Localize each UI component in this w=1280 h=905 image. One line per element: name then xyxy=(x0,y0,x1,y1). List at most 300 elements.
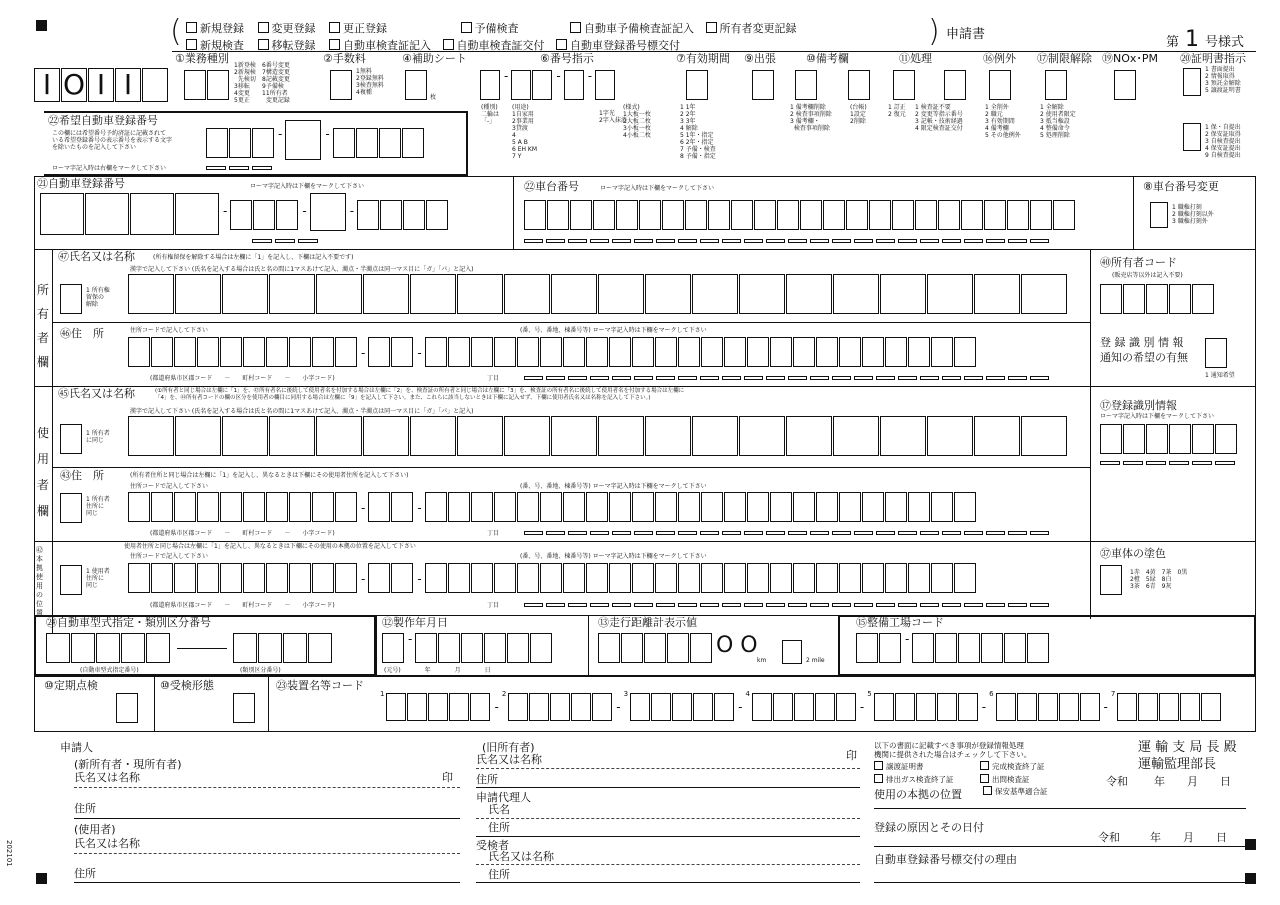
sochi-code-box[interactable] xyxy=(407,693,427,721)
shomei-box2[interactable] xyxy=(1183,123,1202,151)
name-char-box[interactable] xyxy=(692,416,738,456)
sochi-code-box[interactable] xyxy=(630,693,650,721)
roma-mark[interactable] xyxy=(964,603,983,607)
addr-number-box[interactable] xyxy=(632,492,654,522)
addr-number-box[interactable] xyxy=(885,337,907,367)
roma-mark[interactable] xyxy=(964,239,983,243)
user-name-boxes[interactable] xyxy=(128,416,1068,456)
tesuryo-box[interactable] xyxy=(330,70,353,100)
roma-mark[interactable] xyxy=(568,376,587,380)
sochi-code-box[interactable] xyxy=(1017,693,1037,721)
kibo-boxes[interactable]: - - xyxy=(206,128,425,160)
addr-code-box[interactable] xyxy=(220,337,242,367)
addr-number-box[interactable] xyxy=(494,337,516,367)
name-char-box[interactable] xyxy=(410,274,456,314)
roma-mark[interactable] xyxy=(678,531,697,535)
roma-mark[interactable] xyxy=(568,239,587,243)
sochi-code-box[interactable] xyxy=(651,693,671,721)
name-char-box[interactable] xyxy=(833,416,879,456)
roma-mark[interactable] xyxy=(898,603,917,607)
addr-number-box[interactable] xyxy=(908,492,930,522)
addr-number-box[interactable] xyxy=(425,492,447,522)
roma-mark[interactable] xyxy=(1008,603,1027,607)
seisaku-boxes[interactable]: - xyxy=(382,633,553,663)
addr-number-box[interactable] xyxy=(793,492,815,522)
name-char-box[interactable] xyxy=(645,416,691,456)
addr-code-box[interactable] xyxy=(312,492,334,522)
shadai-henko-box[interactable] xyxy=(1150,202,1169,228)
roma-mark[interactable] xyxy=(700,376,719,380)
roma-mark[interactable] xyxy=(920,531,939,535)
roma-mark[interactable] xyxy=(744,603,763,607)
addr-code-box[interactable] xyxy=(197,492,219,522)
addr-number-box[interactable] xyxy=(793,563,815,593)
addr-number-box[interactable] xyxy=(540,492,562,522)
sochi-code-box[interactable] xyxy=(1201,693,1221,721)
roma-mark[interactable] xyxy=(876,376,895,380)
addr-number-box[interactable] xyxy=(586,337,608,367)
addr-number-box[interactable] xyxy=(839,563,861,593)
addr-number-box[interactable] xyxy=(678,492,700,522)
yuko-box[interactable] xyxy=(686,70,709,100)
roma-mark[interactable] xyxy=(656,376,675,380)
sochi-code-box[interactable] xyxy=(592,693,612,721)
addr-code-box[interactable] xyxy=(243,337,265,367)
check-hoan[interactable]: 保安基準適合証 xyxy=(983,786,1048,797)
addr-number-box[interactable] xyxy=(747,337,769,367)
addr-number-box[interactable] xyxy=(908,563,930,593)
addr-number-box[interactable] xyxy=(747,492,769,522)
nox-box[interactable] xyxy=(1114,70,1137,100)
roma-mark[interactable] xyxy=(722,603,741,607)
addr-number-box[interactable] xyxy=(448,563,470,593)
roma-mark[interactable] xyxy=(590,531,609,535)
roma-mark[interactable] xyxy=(590,376,609,380)
addr-number-box[interactable] xyxy=(954,492,976,522)
name-char-box[interactable] xyxy=(457,274,503,314)
honkyo-addr-marks[interactable] xyxy=(524,603,1052,607)
sochi-code-box[interactable] xyxy=(470,693,490,721)
sochi-code-box[interactable] xyxy=(1080,693,1100,721)
option-kensasho-kofu[interactable]: 自動車検査証交付 xyxy=(443,39,545,52)
addr-number-box[interactable] xyxy=(862,492,884,522)
addr-number-box[interactable] xyxy=(448,492,470,522)
roma-mark[interactable] xyxy=(546,376,565,380)
kibo-roma-marks[interactable] xyxy=(206,166,275,170)
shadai-char-box[interactable] xyxy=(708,200,730,230)
shadai-char-box[interactable] xyxy=(777,200,799,230)
addr-number-box[interactable] xyxy=(931,563,953,593)
roma-mark[interactable] xyxy=(656,603,675,607)
sochi-code-box[interactable] xyxy=(508,693,528,721)
addr-number-box[interactable] xyxy=(563,337,585,367)
sochi-code-box[interactable] xyxy=(874,693,894,721)
name-char-box[interactable] xyxy=(363,274,409,314)
roma-mark[interactable] xyxy=(1030,531,1049,535)
name-char-box[interactable] xyxy=(880,416,926,456)
roma-mark[interactable] xyxy=(810,376,829,380)
roma-mark[interactable] xyxy=(898,376,917,380)
name-char-box[interactable] xyxy=(222,274,268,314)
addr-number-box[interactable] xyxy=(770,563,792,593)
addr-number-box[interactable] xyxy=(471,563,493,593)
addr-code-box[interactable] xyxy=(174,492,196,522)
sochi-code-box[interactable] xyxy=(1038,693,1058,721)
roma-mark[interactable] xyxy=(942,239,961,243)
roma-mark[interactable] xyxy=(524,376,543,380)
addr-code-box[interactable] xyxy=(289,492,311,522)
addr-number-box[interactable] xyxy=(425,563,447,593)
shadai-char-box[interactable] xyxy=(892,200,914,230)
roma-mark[interactable] xyxy=(986,603,1005,607)
shadai-char-box[interactable] xyxy=(524,200,546,230)
roma-mark[interactable] xyxy=(920,239,939,243)
shadai-char-box[interactable] xyxy=(915,200,937,230)
roma-mark[interactable] xyxy=(568,531,587,535)
addr-number-box[interactable] xyxy=(701,492,723,522)
sochi-code-box[interactable] xyxy=(672,693,692,721)
addr-code-box[interactable] xyxy=(220,563,242,593)
roma-mark[interactable] xyxy=(832,531,851,535)
shadai-char-box[interactable] xyxy=(547,200,569,230)
jyuken-box[interactable] xyxy=(233,693,256,723)
addr-number-box[interactable] xyxy=(701,563,723,593)
shomei-box1[interactable] xyxy=(1183,68,1202,96)
bango-boxes[interactable]: - - - xyxy=(480,70,616,100)
addr-code-box[interactable] xyxy=(368,492,390,522)
addr-number-box[interactable] xyxy=(540,563,562,593)
addr-code-box[interactable] xyxy=(312,337,334,367)
addr-code-box[interactable] xyxy=(197,337,219,367)
name-char-box[interactable] xyxy=(551,416,597,456)
sochi-code-box[interactable] xyxy=(773,693,793,721)
addr-code-box[interactable] xyxy=(368,337,390,367)
user-addr-marks[interactable] xyxy=(524,531,1052,535)
option-yobi-kensa[interactable]: 予備検査 xyxy=(461,22,519,35)
addr-code-box[interactable] xyxy=(289,337,311,367)
name-char-box[interactable] xyxy=(551,274,597,314)
addr-number-box[interactable] xyxy=(425,337,447,367)
roma-mark[interactable] xyxy=(722,531,741,535)
name-char-box[interactable] xyxy=(974,416,1020,456)
owner-ryuho-box[interactable] xyxy=(60,284,83,314)
roma-mark[interactable] xyxy=(810,603,829,607)
option-henko-toroku[interactable]: 変更登録 xyxy=(258,22,316,35)
addr-code-box[interactable] xyxy=(368,563,390,593)
addr-number-box[interactable] xyxy=(494,492,516,522)
addr-code-box[interactable] xyxy=(174,563,196,593)
roma-mark[interactable] xyxy=(612,603,631,607)
roma-mark[interactable] xyxy=(744,531,763,535)
owner-name-boxes[interactable] xyxy=(128,274,1068,314)
roma-mark[interactable] xyxy=(810,531,829,535)
addr-number-box[interactable] xyxy=(816,337,838,367)
name-char-box[interactable] xyxy=(504,416,550,456)
shadai-boxes[interactable] xyxy=(524,200,1076,230)
roma-mark[interactable] xyxy=(854,239,873,243)
roma-mark[interactable] xyxy=(832,603,851,607)
addr-number-box[interactable] xyxy=(908,337,930,367)
shadai-char-box[interactable] xyxy=(570,200,592,230)
roma-mark[interactable] xyxy=(524,239,543,243)
roma-mark[interactable] xyxy=(832,239,851,243)
sochi-code-box[interactable] xyxy=(550,693,570,721)
addr-number-box[interactable] xyxy=(563,492,585,522)
name-char-box[interactable] xyxy=(128,274,174,314)
addr-number-box[interactable] xyxy=(954,337,976,367)
roma-mark[interactable] xyxy=(590,603,609,607)
honkyo-same-box[interactable] xyxy=(60,565,83,595)
roma-mark[interactable] xyxy=(766,239,785,243)
roma-mark[interactable] xyxy=(722,376,741,380)
check-shutsumon[interactable]: 出問検査証 xyxy=(980,773,1030,786)
name-char-box[interactable] xyxy=(692,274,738,314)
sochi-code-box[interactable] xyxy=(714,693,734,721)
addr-number-box[interactable] xyxy=(609,563,631,593)
shadai-char-box[interactable] xyxy=(616,200,638,230)
roma-mark[interactable] xyxy=(854,531,873,535)
name-char-box[interactable] xyxy=(269,274,315,314)
roma-mark[interactable] xyxy=(964,531,983,535)
addr-number-box[interactable] xyxy=(862,337,884,367)
name-char-box[interactable] xyxy=(739,416,785,456)
name-char-box[interactable] xyxy=(269,416,315,456)
gyomu-boxes[interactable] xyxy=(184,70,230,100)
addr-number-box[interactable] xyxy=(655,492,677,522)
teiki-box[interactable] xyxy=(116,693,139,723)
name-char-box[interactable] xyxy=(1021,416,1067,456)
roma-mark[interactable] xyxy=(788,239,807,243)
roma-mark[interactable] xyxy=(656,239,675,243)
owner-code-boxes[interactable] xyxy=(1100,284,1215,314)
sochi-code-box[interactable] xyxy=(449,693,469,721)
addr-code-box[interactable] xyxy=(128,492,150,522)
shadai-char-box[interactable] xyxy=(1030,200,1052,230)
name-char-box[interactable] xyxy=(974,274,1020,314)
sochi-code-box[interactable] xyxy=(794,693,814,721)
addr-code-box[interactable] xyxy=(391,563,413,593)
roma-mark[interactable] xyxy=(898,239,917,243)
addr-code-box[interactable] xyxy=(266,563,288,593)
option-shinki-kensa[interactable]: 新規検査 xyxy=(186,39,244,52)
option-yobi-kensasho-kinyu[interactable]: 自動車予備検査証記入 xyxy=(570,22,694,35)
shuccho-box[interactable] xyxy=(752,70,775,100)
check-haishutsu[interactable]: 排出ガス検査終了証 xyxy=(874,773,980,786)
addr-number-box[interactable] xyxy=(517,563,539,593)
roma-mark[interactable] xyxy=(656,531,675,535)
roma-mark[interactable] xyxy=(964,376,983,380)
shadai-char-box[interactable] xyxy=(800,200,822,230)
sochi-code-box[interactable] xyxy=(836,693,856,721)
roma-mark[interactable] xyxy=(678,239,697,243)
roma-mark[interactable] xyxy=(524,603,543,607)
option-shinki-toroku[interactable]: 新規登録 xyxy=(186,22,244,35)
user-addr-same-box[interactable] xyxy=(60,493,83,523)
shadai-char-box[interactable] xyxy=(984,200,1006,230)
addr-code-box[interactable] xyxy=(220,492,242,522)
addr-number-box[interactable] xyxy=(724,337,746,367)
addr-code-box[interactable] xyxy=(243,563,265,593)
addr-number-box[interactable] xyxy=(517,492,539,522)
sochi-code-box[interactable] xyxy=(958,693,978,721)
roma-mark[interactable] xyxy=(876,239,895,243)
soko-unit-box[interactable] xyxy=(782,640,803,664)
name-char-box[interactable] xyxy=(504,274,550,314)
addr-number-box[interactable] xyxy=(586,492,608,522)
shadai-char-box[interactable] xyxy=(961,200,983,230)
shori-boxes[interactable] xyxy=(893,70,967,100)
honkyo-addr-boxes[interactable] xyxy=(128,563,977,593)
roma-mark[interactable] xyxy=(590,239,609,243)
addr-number-box[interactable] xyxy=(770,492,792,522)
user-addr-boxes[interactable] xyxy=(128,492,977,522)
roma-mark[interactable] xyxy=(788,531,807,535)
addr-code-box[interactable] xyxy=(151,492,173,522)
shadai-char-box[interactable] xyxy=(938,200,960,230)
roma-mark[interactable] xyxy=(634,239,653,243)
roma-mark[interactable] xyxy=(524,531,543,535)
name-char-box[interactable] xyxy=(927,416,973,456)
roma-mark[interactable] xyxy=(986,531,1005,535)
addr-code-box[interactable] xyxy=(151,337,173,367)
option-bangohyo-kofu[interactable]: 自動車登録番号標交付 xyxy=(556,39,680,52)
roma-mark[interactable] xyxy=(810,239,829,243)
roma-mark[interactable] xyxy=(634,531,653,535)
addr-code-box[interactable] xyxy=(266,492,288,522)
sochi-code-box[interactable] xyxy=(693,693,713,721)
addr-number-box[interactable] xyxy=(816,492,838,522)
roma-mark[interactable] xyxy=(568,603,587,607)
addr-number-box[interactable] xyxy=(793,337,815,367)
roma-mark[interactable] xyxy=(876,531,895,535)
addr-number-box[interactable] xyxy=(678,563,700,593)
addr-number-box[interactable] xyxy=(724,563,746,593)
addr-number-box[interactable] xyxy=(931,337,953,367)
check-kansei[interactable]: 完成検査終了証 xyxy=(980,760,1045,773)
name-char-box[interactable] xyxy=(1021,274,1067,314)
shadai-char-box[interactable] xyxy=(1053,200,1075,230)
sochi-code-box[interactable] xyxy=(428,693,448,721)
shadai-char-box[interactable] xyxy=(869,200,891,230)
addr-number-box[interactable] xyxy=(655,337,677,367)
name-char-box[interactable] xyxy=(739,274,785,314)
sochi-code-box[interactable] xyxy=(996,693,1016,721)
sochi-code-box[interactable] xyxy=(1117,693,1137,721)
addr-number-box[interactable] xyxy=(471,492,493,522)
roma-mark[interactable] xyxy=(942,531,961,535)
name-char-box[interactable] xyxy=(128,416,174,456)
name-char-box[interactable] xyxy=(316,416,362,456)
name-char-box[interactable] xyxy=(457,416,503,456)
addr-number-box[interactable] xyxy=(862,563,884,593)
sochi-code-box[interactable] xyxy=(895,693,915,721)
roma-mark[interactable] xyxy=(678,603,697,607)
roma-mark[interactable] xyxy=(678,376,697,380)
shadai-char-box[interactable] xyxy=(823,200,845,230)
biko-boxes[interactable] xyxy=(795,70,871,100)
roma-mark[interactable] xyxy=(744,376,763,380)
shadai-marks[interactable] xyxy=(524,239,1052,243)
roma-mark[interactable] xyxy=(876,603,895,607)
addr-code-box[interactable] xyxy=(289,563,311,593)
name-char-box[interactable] xyxy=(786,416,832,456)
shadai-char-box[interactable] xyxy=(754,200,776,230)
roma-mark[interactable] xyxy=(546,603,565,607)
seigen-box[interactable] xyxy=(1045,70,1068,100)
roma-mark[interactable] xyxy=(1008,239,1027,243)
seibi-boxes[interactable]: - xyxy=(856,633,1050,663)
roma-mark[interactable] xyxy=(700,239,719,243)
addr-number-box[interactable] xyxy=(678,337,700,367)
addr-number-box[interactable] xyxy=(931,492,953,522)
addr-code-box[interactable] xyxy=(391,492,413,522)
addr-number-box[interactable] xyxy=(885,492,907,522)
option-kensasho-kinyu[interactable]: 自動車検査証記入 xyxy=(329,39,431,52)
addr-number-box[interactable] xyxy=(448,337,470,367)
name-char-box[interactable] xyxy=(598,416,644,456)
addr-number-box[interactable] xyxy=(885,563,907,593)
roma-mark[interactable] xyxy=(744,239,763,243)
shikaku-marks[interactable] xyxy=(1100,461,1238,465)
name-char-box[interactable] xyxy=(363,416,409,456)
addr-code-box[interactable] xyxy=(128,337,150,367)
name-char-box[interactable] xyxy=(175,416,221,456)
addr-number-box[interactable] xyxy=(563,563,585,593)
roma-mark[interactable] xyxy=(1030,376,1049,380)
shikaku-boxes[interactable] xyxy=(1100,424,1238,454)
roma-mark[interactable] xyxy=(1008,376,1027,380)
roma-mark[interactable] xyxy=(788,603,807,607)
option-shoyusha-henko[interactable]: 所有者変更記録 xyxy=(706,22,797,35)
addr-number-box[interactable] xyxy=(747,563,769,593)
addr-number-box[interactable] xyxy=(770,337,792,367)
name-char-box[interactable] xyxy=(927,274,973,314)
roma-mark[interactable] xyxy=(942,376,961,380)
sochi-code-box[interactable] xyxy=(1159,693,1179,721)
addr-number-box[interactable] xyxy=(632,563,654,593)
shadai-char-box[interactable] xyxy=(593,200,615,230)
roma-mark[interactable] xyxy=(766,376,785,380)
shadai-char-box[interactable] xyxy=(639,200,661,230)
option-iten-toroku[interactable]: 移転登録 xyxy=(258,39,316,52)
name-char-box[interactable] xyxy=(786,274,832,314)
name-char-box[interactable] xyxy=(645,274,691,314)
sochi-code-box[interactable] xyxy=(571,693,591,721)
addr-number-box[interactable] xyxy=(609,492,631,522)
roma-mark[interactable] xyxy=(546,531,565,535)
sochi-code-box[interactable] xyxy=(1059,693,1079,721)
addr-number-box[interactable] xyxy=(540,337,562,367)
roma-mark[interactable] xyxy=(1030,603,1049,607)
name-char-box[interactable] xyxy=(316,274,362,314)
roma-mark[interactable] xyxy=(986,239,1005,243)
addr-code-box[interactable] xyxy=(128,563,150,593)
roma-mark[interactable] xyxy=(920,376,939,380)
shadai-char-box[interactable] xyxy=(1007,200,1029,230)
addr-code-box[interactable] xyxy=(391,337,413,367)
name-char-box[interactable] xyxy=(598,274,644,314)
roma-mark[interactable] xyxy=(612,239,631,243)
name-char-box[interactable] xyxy=(175,274,221,314)
addr-code-box[interactable] xyxy=(335,563,357,593)
reigai-box[interactable] xyxy=(989,70,1012,100)
addr-number-box[interactable] xyxy=(471,337,493,367)
addr-code-box[interactable] xyxy=(174,337,196,367)
name-char-box[interactable] xyxy=(880,274,926,314)
roma-mark[interactable] xyxy=(1030,239,1049,243)
addr-number-box[interactable] xyxy=(494,563,516,593)
roma-mark[interactable] xyxy=(634,376,653,380)
